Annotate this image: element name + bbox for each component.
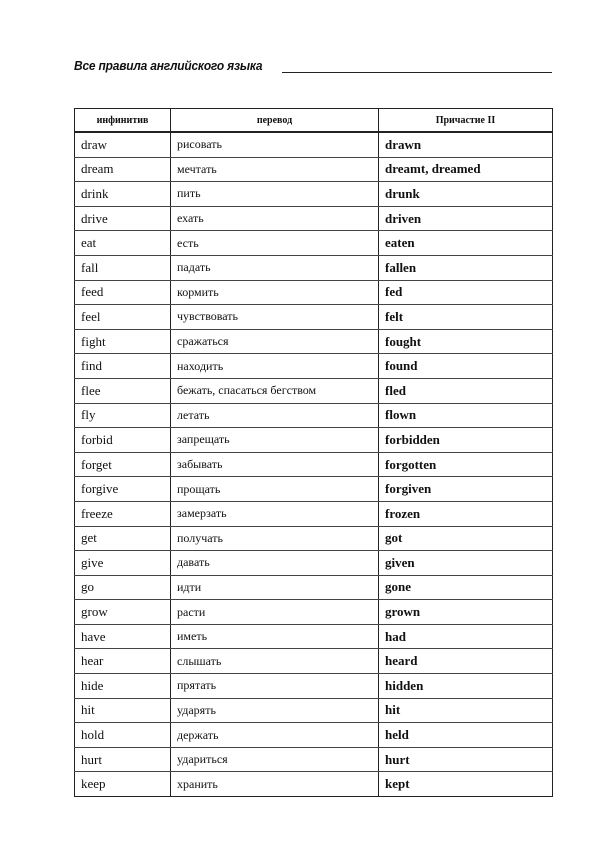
cell-participle: felt <box>379 305 553 330</box>
cell-translation: расти <box>171 600 379 625</box>
page-header <box>74 58 552 78</box>
irregular-verbs-table <box>74 108 553 797</box>
cell-participle: held <box>379 723 553 748</box>
table-row <box>75 206 553 231</box>
cell-participle: heard <box>379 649 553 674</box>
cell-translation: забывать <box>171 452 379 477</box>
cell-infinitive: hide <box>75 674 171 699</box>
cell-translation: хранить <box>171 772 379 797</box>
cell-infinitive: draw <box>75 132 171 157</box>
cell-participle: drunk <box>379 182 553 207</box>
cell-participle: hidden <box>379 674 553 699</box>
cell-infinitive: go <box>75 575 171 600</box>
table-row <box>75 747 553 772</box>
cell-infinitive: flee <box>75 378 171 403</box>
table-row <box>75 132 553 157</box>
cell-translation: прощать <box>171 477 379 502</box>
cell-participle: flown <box>379 403 553 428</box>
table-row <box>75 526 553 551</box>
cell-infinitive: find <box>75 354 171 379</box>
cell-translation: давать <box>171 551 379 576</box>
cell-translation: держать <box>171 723 379 748</box>
cell-infinitive: have <box>75 624 171 649</box>
cell-participle: gone <box>379 575 553 600</box>
cell-infinitive: keep <box>75 772 171 797</box>
cell-translation: падать <box>171 255 379 280</box>
cell-translation: ехать <box>171 206 379 231</box>
cell-translation: запрещать <box>171 428 379 453</box>
cell-participle: had <box>379 624 553 649</box>
cell-participle: forgiven <box>379 477 553 502</box>
table-row <box>75 280 553 305</box>
cell-participle: drawn <box>379 132 553 157</box>
cell-translation: удариться <box>171 747 379 772</box>
cell-translation: рисовать <box>171 132 379 157</box>
cell-participle: forgotten <box>379 452 553 477</box>
table-row <box>75 575 553 600</box>
column-header-participle: Причастие II <box>379 109 553 133</box>
cell-participle: eaten <box>379 231 553 256</box>
cell-participle: kept <box>379 772 553 797</box>
cell-infinitive: forgive <box>75 477 171 502</box>
cell-participle: fed <box>379 280 553 305</box>
cell-participle: fought <box>379 329 553 354</box>
table-body <box>75 132 553 797</box>
column-header-infinitive: инфинитив <box>75 109 171 133</box>
cell-participle: forbidden <box>379 428 553 453</box>
header-rule <box>282 72 552 73</box>
cell-participle: found <box>379 354 553 379</box>
cell-translation: замерзать <box>171 501 379 526</box>
cell-participle: frozen <box>379 501 553 526</box>
cell-infinitive: hit <box>75 698 171 723</box>
cell-infinitive: fall <box>75 255 171 280</box>
cell-participle: grown <box>379 600 553 625</box>
cell-infinitive: hear <box>75 649 171 674</box>
table-row <box>75 501 553 526</box>
cell-translation: летать <box>171 403 379 428</box>
cell-infinitive: feed <box>75 280 171 305</box>
table-row <box>75 551 553 576</box>
cell-translation: чувствовать <box>171 305 379 330</box>
table-header-row <box>75 109 553 133</box>
cell-infinitive: fly <box>75 403 171 428</box>
cell-participle: driven <box>379 206 553 231</box>
table-row <box>75 428 553 453</box>
table-row <box>75 157 553 182</box>
cell-participle: fallen <box>379 255 553 280</box>
table-row <box>75 649 553 674</box>
cell-translation: находить <box>171 354 379 379</box>
cell-translation: сражаться <box>171 329 379 354</box>
cell-infinitive: grow <box>75 600 171 625</box>
cell-infinitive: fight <box>75 329 171 354</box>
cell-infinitive: give <box>75 551 171 576</box>
cell-infinitive: drink <box>75 182 171 207</box>
table-row <box>75 255 553 280</box>
table-row <box>75 231 553 256</box>
cell-infinitive: forget <box>75 452 171 477</box>
cell-infinitive: eat <box>75 231 171 256</box>
cell-translation: прятать <box>171 674 379 699</box>
table-row <box>75 772 553 797</box>
cell-infinitive: drive <box>75 206 171 231</box>
table-row <box>75 329 553 354</box>
cell-infinitive: feel <box>75 305 171 330</box>
cell-translation: слышать <box>171 649 379 674</box>
cell-translation: мечтать <box>171 157 379 182</box>
table-row <box>75 305 553 330</box>
cell-participle: hurt <box>379 747 553 772</box>
table-row <box>75 182 553 207</box>
cell-infinitive: hold <box>75 723 171 748</box>
cell-infinitive: get <box>75 526 171 551</box>
cell-translation: идти <box>171 575 379 600</box>
cell-infinitive: freeze <box>75 501 171 526</box>
cell-participle: given <box>379 551 553 576</box>
cell-translation: ударять <box>171 698 379 723</box>
cell-infinitive: forbid <box>75 428 171 453</box>
table-row <box>75 354 553 379</box>
cell-translation: иметь <box>171 624 379 649</box>
table-row <box>75 723 553 748</box>
cell-participle: dreamt, dreamed <box>379 157 553 182</box>
cell-participle: hit <box>379 698 553 723</box>
table-row <box>75 624 553 649</box>
cell-participle: fled <box>379 378 553 403</box>
table-row <box>75 403 553 428</box>
table-row <box>75 674 553 699</box>
table-row <box>75 378 553 403</box>
cell-translation: получать <box>171 526 379 551</box>
cell-translation: бежать, спасаться бегством <box>171 378 379 403</box>
column-header-translation: перевод <box>171 109 379 133</box>
table-row <box>75 698 553 723</box>
cell-translation: кормить <box>171 280 379 305</box>
cell-participle: got <box>379 526 553 551</box>
cell-infinitive: dream <box>75 157 171 182</box>
cell-translation: есть <box>171 231 379 256</box>
table-row <box>75 600 553 625</box>
table-row <box>75 452 553 477</box>
table-row <box>75 477 553 502</box>
cell-infinitive: hurt <box>75 747 171 772</box>
cell-translation: пить <box>171 182 379 207</box>
running-title: Все правила английского языка <box>74 58 263 73</box>
